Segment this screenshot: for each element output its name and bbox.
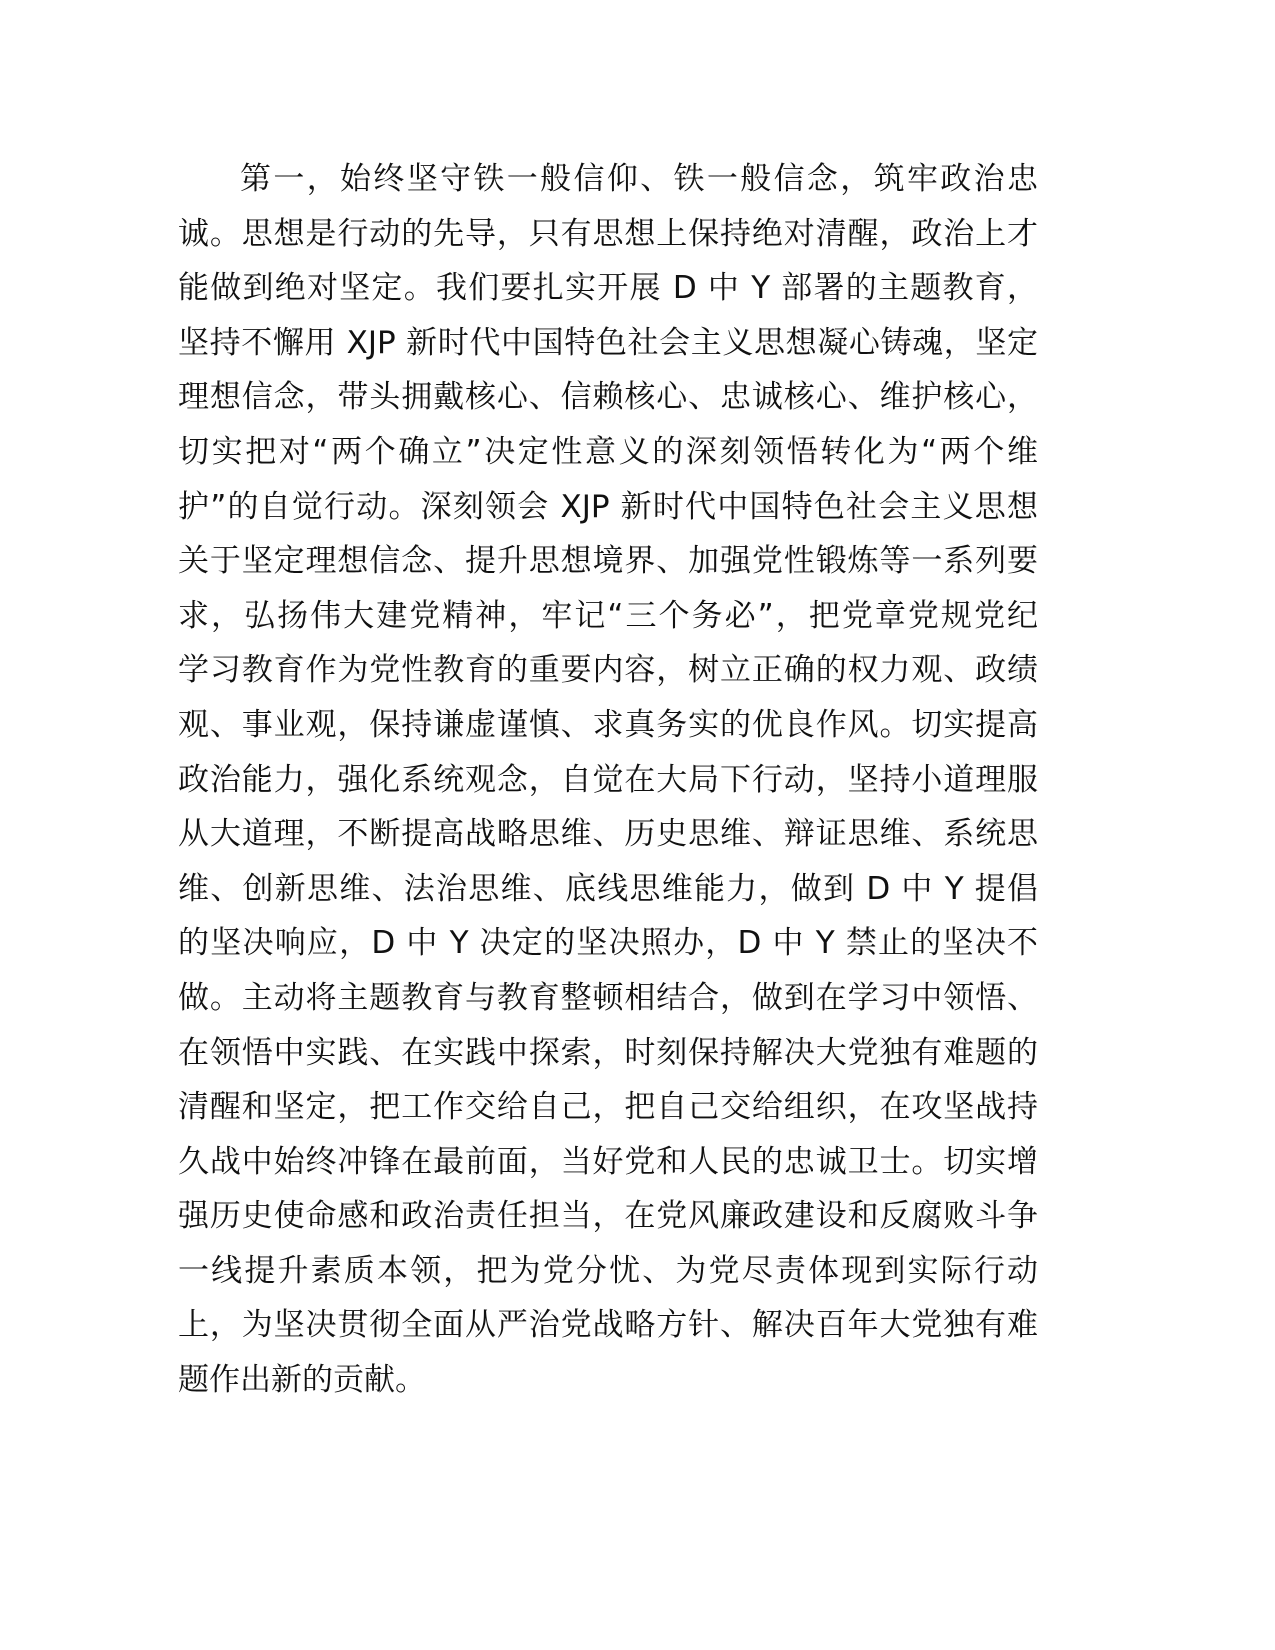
paragraph-line: 政治能力，强化系统观念，自觉在大局下行动，坚持小道理服 bbox=[178, 761, 1038, 798]
paragraph-line: 从大道理，不断提高战略思维、历史思维、辩证思维、系统思 bbox=[178, 816, 1038, 853]
paragraph-line: 久战中始终冲锋在最前面，当好党和人民的忠诚卫士。切实增 bbox=[178, 1143, 1038, 1180]
paragraph-line: 清醒和坚定，把工作交给自己，把自己交给组织，在攻坚战持 bbox=[178, 1089, 1038, 1126]
paragraph-line: 能做到绝对坚定。我们要扎实开展 D 中 Y 部署的主题教育， bbox=[178, 270, 1038, 307]
paragraph-line: 的坚决响应，D 中 Y 决定的坚决照办，D 中 Y 禁止的坚决不 bbox=[178, 925, 1038, 962]
body-paragraph bbox=[178, 152, 1038, 1408]
paragraph-line: 切实把对“两个确立”决定性意义的深刻领悟转化为“两个维 bbox=[178, 433, 1038, 470]
paragraph-line: 观、事业观，保持谦虚谨慎、求真务实的优良作风。切实提高 bbox=[178, 706, 1038, 743]
paragraph-line: 做。主动将主题教育与教育整顿相结合，做到在学习中领悟、 bbox=[178, 979, 1038, 1016]
paragraph-line: 在领悟中实践、在实践中探索，时刻保持解决大党独有难题的 bbox=[178, 1034, 1038, 1071]
paragraph-line: 强历史使命感和政治责任担当，在党风廉政建设和反腐败斗争 bbox=[178, 1198, 1038, 1235]
paragraph-line: 关于坚定理想信念、提升思想境界、加强党性锻炼等一系列要 bbox=[178, 543, 1038, 580]
paragraph-line: 题作出新的贡献。 bbox=[178, 1362, 426, 1399]
paragraph-line: 理想信念，带头拥戴核心、信赖核心、忠诚核心、维护核心， bbox=[178, 379, 1038, 416]
paragraph-line: 诚。思想是行动的先导，只有思想上保持绝对清醒，政治上才 bbox=[178, 215, 1038, 252]
paragraph-line: 坚持不懈用 XJP 新时代中国特色社会主义思想凝心铸魂，坚定 bbox=[178, 324, 1038, 361]
paragraph-line: 上，为坚决贯彻全面从严治党战略方针、解决百年大党独有难 bbox=[178, 1307, 1038, 1344]
paragraph-line: 第一，始终坚守铁一般信仰、铁一般信念，筑牢政治忠 bbox=[240, 161, 1038, 197]
paragraph-line: 一线提升素质本领，把为党分忧、为党尽责体现到实际行动 bbox=[178, 1252, 1038, 1289]
paragraph-line: 学习教育作为党性教育的重要内容，树立正确的权力观、政绩 bbox=[178, 652, 1038, 689]
paragraph-line: 维、创新思维、法治思维、底线思维能力，做到 D 中 Y 提倡 bbox=[178, 870, 1038, 907]
paragraph-line: 护”的自觉行动。深刻领会 XJP 新时代中国特色社会主义思想 bbox=[178, 488, 1038, 525]
paragraph-line: 求，弘扬伟大建党精神，牢记“三个务必”，把党章党规党纪 bbox=[178, 597, 1038, 634]
